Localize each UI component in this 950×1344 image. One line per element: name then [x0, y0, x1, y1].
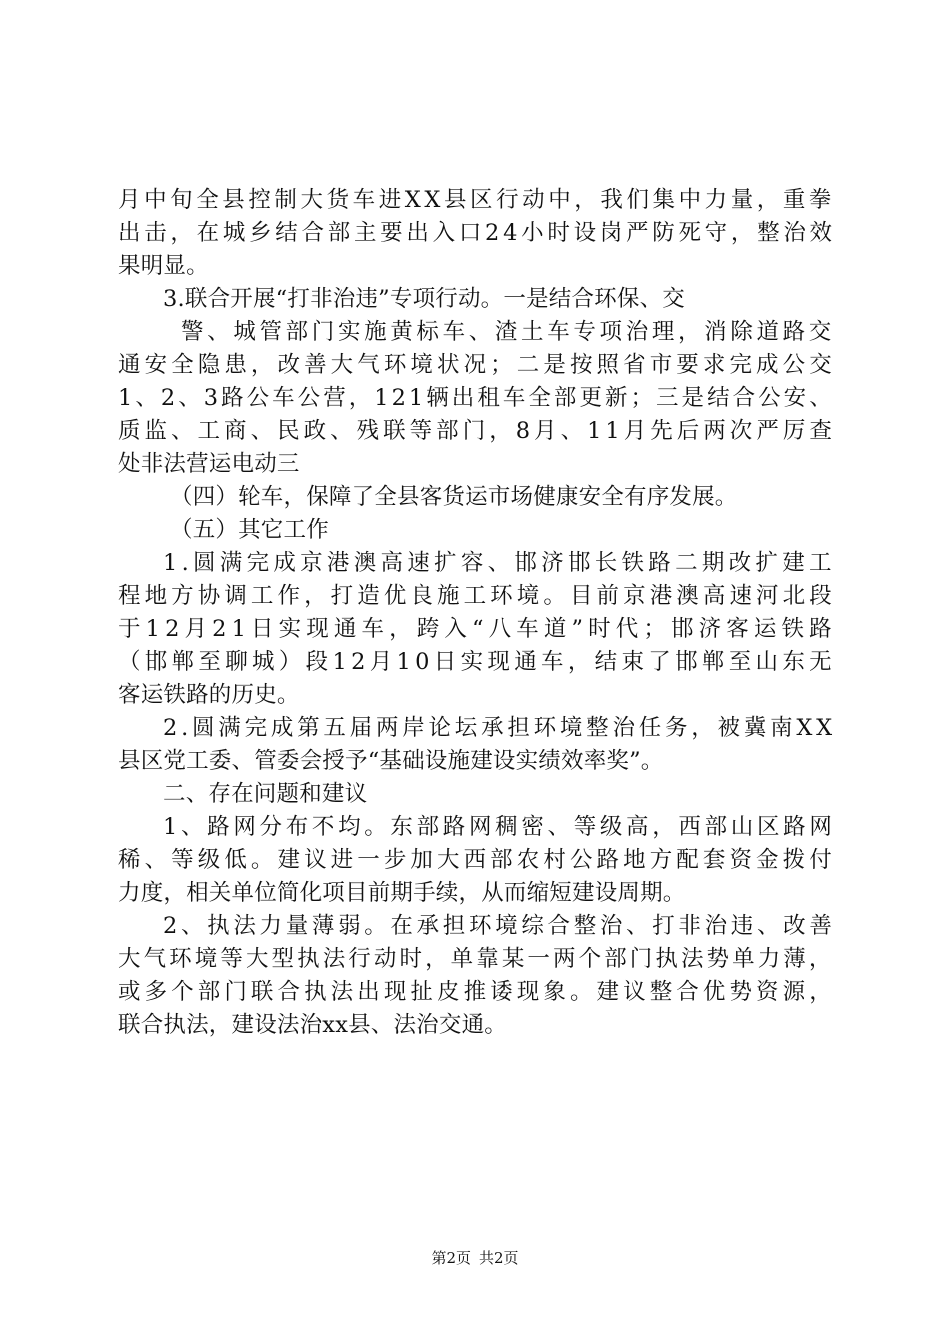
- paragraph-line: 月中旬全县控制大货车进XX县区行动中，我们集中力量，重拳: [118, 187, 836, 213]
- paragraph-line: 出击，在城乡结合部主要出入口24小时设岗严防死守，整治效: [118, 220, 836, 246]
- paragraph-line: （五）其它工作: [170, 517, 329, 543]
- paragraph-line: 客运铁路的历史。: [118, 682, 300, 708]
- paragraph-line: 1.圆满完成京港澳高速扩容、邯济邯长铁路二期改扩建工: [163, 550, 836, 576]
- paragraph-line: 处非法营运电动三: [118, 451, 300, 477]
- paragraph-line: 联合执法，建设法治xx县、法治交通。: [118, 1012, 507, 1038]
- page-number: 第2页: [431, 1249, 471, 1267]
- paragraph-line: （四）轮车，保障了全县客货运市场健康安全有序发展。: [170, 484, 738, 510]
- paragraph-line: 果明显。: [118, 253, 209, 279]
- paragraph-line: （邯郸至聊城）段12月10日实现通车，结束了邯郸至山东无: [118, 649, 836, 675]
- paragraph-line: 1、2、3路公车公营，121辆出租车全部更新；三是结合公安、: [118, 385, 835, 411]
- paragraph-line: 大气环境等大型执法行动时，单靠某一两个部门执法势单力薄，: [118, 946, 835, 972]
- paragraph-line: 3.联合开展“打非治违”专项行动。一是结合环保、交: [163, 286, 685, 312]
- page-total: 共2页: [479, 1249, 519, 1267]
- paragraph-line: 或多个部门联合执法出现扯皮推诿现象。建议整合优势资源，: [118, 979, 836, 1005]
- paragraph-line: 2.圆满完成第五届两岸论坛承担环境整治任务，被冀南XX: [163, 715, 836, 741]
- paragraph-line: 二、存在问题和建议: [163, 781, 368, 807]
- page-footer: [0, 1248, 950, 1268]
- paragraph-line: 程地方协调工作，打造优良施工环境。目前京港澳高速河北段: [118, 583, 836, 609]
- paragraph-line: 稀、等级低。建议进一步加大西部农村公路地方配套资金拨付: [118, 847, 836, 873]
- paragraph-line: 力度，相关单位简化项目前期手续，从而缩短建设周期。: [118, 880, 686, 906]
- paragraph-line: 1、路网分布不均。东部路网稠密、等级高，西部山区路网: [163, 814, 836, 840]
- paragraph-line: 质监、工商、民政、残联等部门，8月、11月先后两次严厉查: [118, 418, 836, 444]
- paragraph-line: 2、执法力量薄弱。在承担环境综合整治、打非治违、改善: [163, 913, 836, 939]
- paragraph-line: 警、城管部门实施黄标车、渣土车专项治理，消除道路交: [181, 319, 835, 345]
- paragraph-line: 通安全隐患，改善大气环境状况；二是按照省市要求完成公交: [118, 352, 836, 378]
- paragraph-line: 县区党工委、管委会授予“基础设施建设实绩效率奖”。: [118, 748, 664, 774]
- paragraph-line: 于12月21日实现通车，跨入“八车道”时代；邯济客运铁路: [118, 616, 837, 642]
